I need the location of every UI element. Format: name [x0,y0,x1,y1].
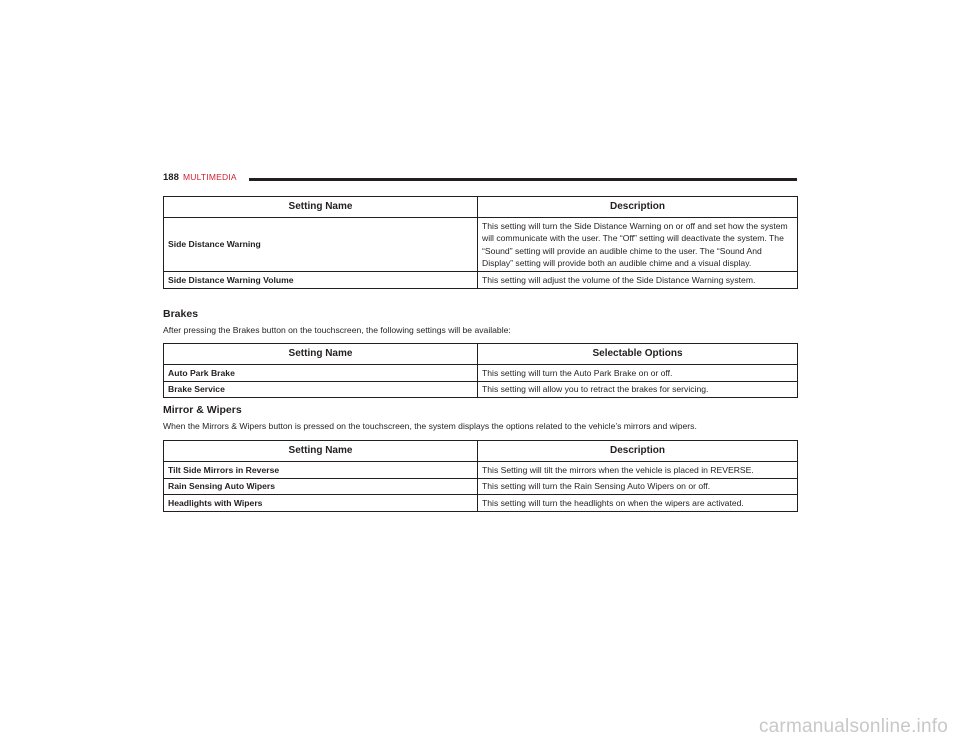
column-header-description: Description [478,197,798,218]
setting-description: This Setting will tilt the mirrors when the vehicle is placed in REVERSE. [478,462,798,479]
mirrors-intro: When the Mirrors & Wipers button is pressed on the touchscreen, the system displays the options related to the vehicle’s mirrors and wipers. [163,421,697,431]
table-header-row [164,197,798,218]
table-row [164,365,798,382]
setting-name: Brake Service [164,381,478,398]
setting-name: Rain Sensing Auto Wipers [164,478,478,495]
table-row [164,495,798,512]
header-rule [249,178,797,181]
section-title: MULTIMEDIA [183,172,237,182]
table-row [164,478,798,495]
table-row [164,381,798,398]
brakes-intro: After pressing the Brakes button on the touchscreen, the following settings will be available: [163,325,511,335]
setting-description: This setting will turn the Rain Sensing Auto Wipers on or off. [478,478,798,495]
setting-description: This setting will allow you to retract the brakes for servicing. [478,381,798,398]
setting-name: Side Distance Warning [164,218,478,272]
side-distance-table [163,196,798,289]
setting-name: Side Distance Warning Volume [164,272,478,289]
setting-name: Tilt Side Mirrors in Reverse [164,462,478,479]
table-row [164,462,798,479]
column-header-selectable-options: Selectable Options [478,344,798,365]
table-header-row [164,344,798,365]
column-header-description: Description [478,441,798,462]
mirrors-heading: Mirror & Wipers [163,404,242,416]
watermark: carmanualsonline.info [758,716,948,737]
page-header [163,172,797,186]
setting-name: Auto Park Brake [164,365,478,382]
mirrors-table [163,440,798,512]
brakes-table [163,343,798,398]
column-header-setting-name: Setting Name [164,344,478,365]
brakes-heading: Brakes [163,308,199,320]
table-header-row [164,441,798,462]
table-row [164,272,798,289]
table-row [164,218,798,272]
page-number: 188 [163,172,179,183]
column-header-setting-name: Setting Name [164,441,478,462]
setting-description: This setting will turn the Auto Park Brake on or off. [478,365,798,382]
column-header-setting-name: Setting Name [164,197,478,218]
setting-description: This setting will adjust the volume of the Side Distance Warning system. [478,272,798,289]
setting-name: Headlights with Wipers [164,495,478,512]
setting-description: This setting will turn the Side Distance Warning on or off and set how the system will communicate with the user. The “Off” setting will deactivate the system. The “Sound” setting will provide an audible chime to the user. The “Sound And Display” setting will provide both an audible chime and a visual display. [478,218,798,272]
setting-description: This setting will turn the headlights on when the wipers are activated. [478,495,798,512]
